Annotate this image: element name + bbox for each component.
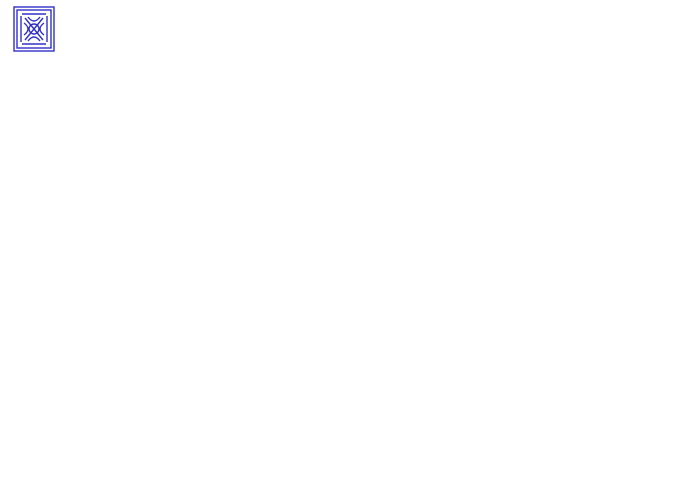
- title-divider: [0, 71, 677, 75]
- logo: [12, 5, 56, 53]
- shield-knot-emblem-icon: [12, 5, 56, 53]
